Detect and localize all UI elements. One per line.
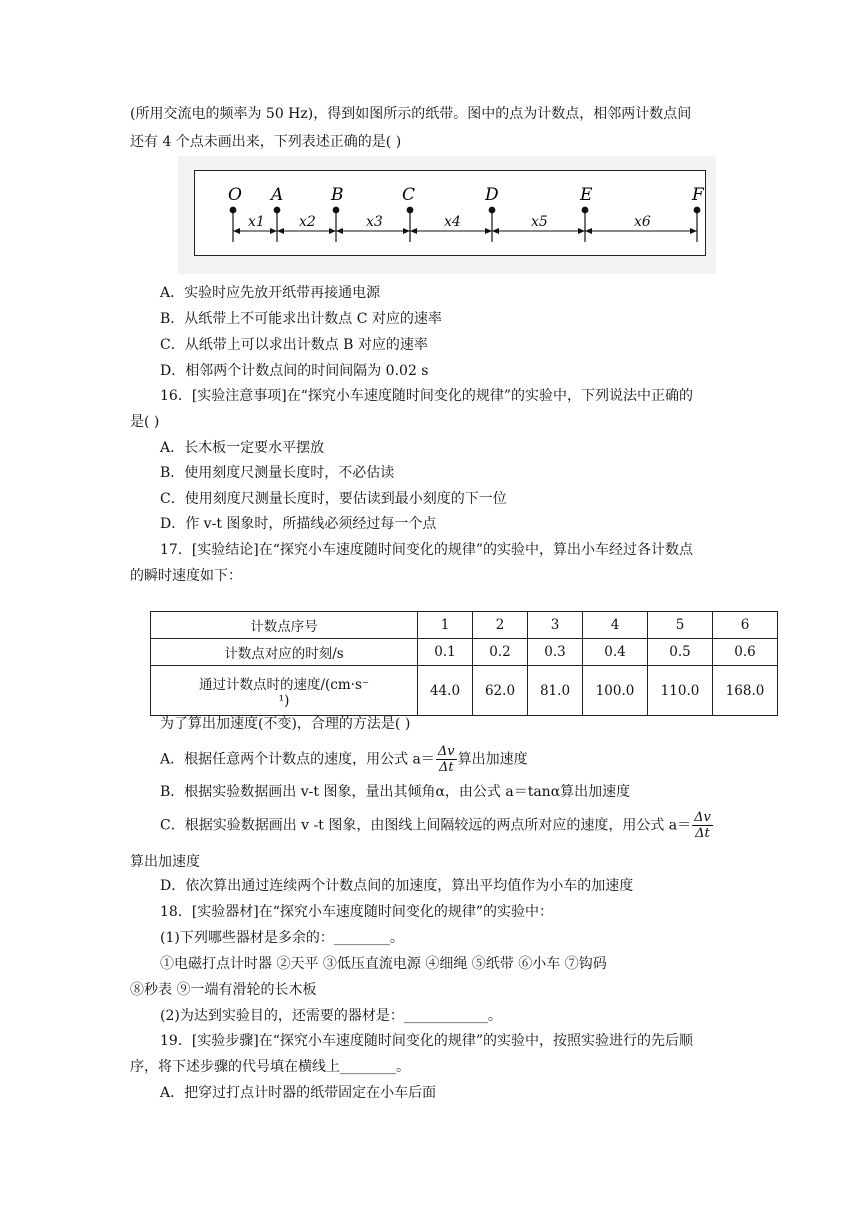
tape-label-a: A: [271, 185, 284, 205]
paper-tape-diagram: [195, 171, 705, 255]
fraction-numerator: Δv: [694, 810, 711, 825]
q18-items-line-1: ①电磁打点计时器 ②天平 ③低压直流电源 ④细绳 ⑤纸带 ⑥小车 ⑦钩码: [160, 956, 607, 972]
table-cell: 4: [583, 612, 648, 639]
table-cell: 110.0: [648, 666, 713, 716]
table-cell: 5: [648, 612, 713, 639]
q18-items-line-2: ⑧秒表 ⑨一端有滑轮的长木板: [130, 982, 317, 998]
q18-part-1: (1)下列哪些器材是多余的：________。: [160, 930, 404, 946]
q17-option-d: D．依次算出通过连续两个计数点间的加速度，算出平均值作为小车的加速度: [160, 878, 634, 894]
tape-segment-x6: x6: [634, 214, 651, 230]
tape-segment-x4: x4: [444, 214, 461, 230]
table-cell: 81.0: [528, 666, 583, 716]
fraction-denominator: Δt: [438, 760, 454, 775]
q17-option-c-continued: 算出加速度: [130, 854, 200, 870]
tape-segment-x3: x3: [366, 214, 383, 230]
row-header-time: 计数点对应的时刻/s: [151, 639, 418, 666]
table-cell: 0.1: [418, 639, 473, 666]
table-cell: 100.0: [583, 666, 648, 716]
tape-label-e: E: [580, 185, 593, 205]
q15-option-c: C．从纸带上可以求出计数点 B 对应的速率: [160, 337, 428, 353]
tape-label-d: D: [485, 185, 499, 205]
q18-stem: 18．[实验器材]在“探究小车速度随时间变化的规律”的实验中：: [160, 904, 554, 920]
q17-option-c: [160, 810, 714, 841]
q15-option-a: A．实验时应先放开纸带再接通电源: [160, 285, 381, 301]
table-cell: 62.0: [473, 666, 528, 716]
table-cell: 0.3: [528, 639, 583, 666]
table-row-index: [151, 612, 778, 639]
q19-stem-2: 序，将下述步骤的代号填在横线上________。: [130, 1059, 410, 1075]
q18-part-2: (2)为达到实验目的，还需要的器材是：____________。: [160, 1008, 502, 1024]
table-cell: 0.2: [473, 639, 528, 666]
table-cell: 6: [713, 612, 778, 639]
tape-label-b: B: [331, 185, 344, 205]
tape-segment-x5: x5: [531, 214, 548, 230]
q17-stem-1: 17．[实验结论]在“探究小车速度随时间变化的规律”的实验中，算出小车经过各计数点: [160, 542, 694, 558]
table-cell: 0.4: [583, 639, 648, 666]
q17-option-b: B．根据实验数据画出 v-t 图象，量出其倾角α，由公式 a＝tanα算出加速度: [160, 784, 631, 800]
fraction-numerator: Δv: [437, 744, 455, 759]
q16-option-a: A．长木板一定要水平摆放: [160, 440, 325, 456]
tape-label-f: F: [692, 185, 704, 205]
q16-option-d: D．作 v-t 图象时，所描线必须经过每一个点: [160, 516, 437, 532]
table-cell: 1: [418, 612, 473, 639]
q17-option-a-pre: A．根据任意两个计数点的速度，用公式 a＝: [160, 751, 435, 768]
q15-option-b: B．从纸带上不可能求出计数点 C 对应的速率: [160, 311, 442, 327]
fraction-denominator: Δt: [695, 826, 710, 841]
row-header-index: 计数点序号: [151, 612, 418, 639]
q15-option-d: D．相邻两个计数点间的时间间隔为 0.02 s: [160, 363, 429, 379]
intro-line-1: (所用交流电的频率为 50 Hz)，得到如图所示的纸带。图中的点为计数点，相邻两计数点间: [130, 106, 692, 122]
row-header-speed-line1: 通过计数点时的速度/(cm·s⁻: [198, 676, 370, 693]
q17-after-table: 为了算出加速度(不变)，合理的方法是( ): [160, 716, 411, 732]
paper-tape-frame: [194, 170, 706, 256]
table-cell: 0.5: [648, 639, 713, 666]
tape-segment-x1: x1: [248, 214, 265, 230]
table-row-time: [151, 639, 778, 666]
velocity-table: [150, 611, 778, 716]
table-cell: 168.0: [713, 666, 778, 716]
paper-tape-figure: [178, 156, 716, 274]
q16-stem-1: 16．[实验注意事项]在“探究小车速度随时间变化的规律”的实验中，下列说法中正确的: [160, 388, 694, 404]
table-cell: 3: [528, 612, 583, 639]
table-cell: 0.6: [713, 639, 778, 666]
q17-option-c-pre: C．根据实验数据画出 v -t 图象，由图线上间隔较远的两点所对应的速度，用公式 a＝: [160, 817, 692, 834]
q17-stem-2: 的瞬时速度如下：: [130, 568, 242, 584]
q17-option-a: [160, 744, 528, 775]
tape-segment-x2: x2: [299, 214, 316, 230]
q16-stem-2: 是( ): [130, 414, 160, 430]
q17-option-a-post: 算出加速度: [457, 751, 528, 768]
q19-option-a: A．把穿过打点计时器的纸带固定在小车后面: [160, 1085, 437, 1101]
tape-label-c: C: [402, 185, 416, 205]
table-cell: 2: [473, 612, 528, 639]
q17-option-a-fraction: [436, 744, 457, 775]
row-header-speed: [151, 666, 418, 716]
intro-line-2: 还有 4 个点未画出来，下列表述正确的是( ): [130, 134, 402, 150]
q16-option-b: B．使用刻度尺测量长度时，不必估读: [160, 465, 395, 481]
row-header-speed-line2: ¹): [278, 692, 290, 709]
q17-option-c-fraction: [692, 810, 713, 841]
q16-option-c: C．使用刻度尺测量长度时，要估读到最小刻度的下一位: [160, 491, 507, 507]
q19-stem-1: 19．[实验步骤]在“探究小车速度随时间变化的规律”的实验中，按照实验进行的先后顺: [160, 1033, 694, 1049]
table-row-speed: [151, 666, 778, 716]
tape-label-o: O: [228, 185, 242, 205]
table-cell: 44.0: [418, 666, 473, 716]
